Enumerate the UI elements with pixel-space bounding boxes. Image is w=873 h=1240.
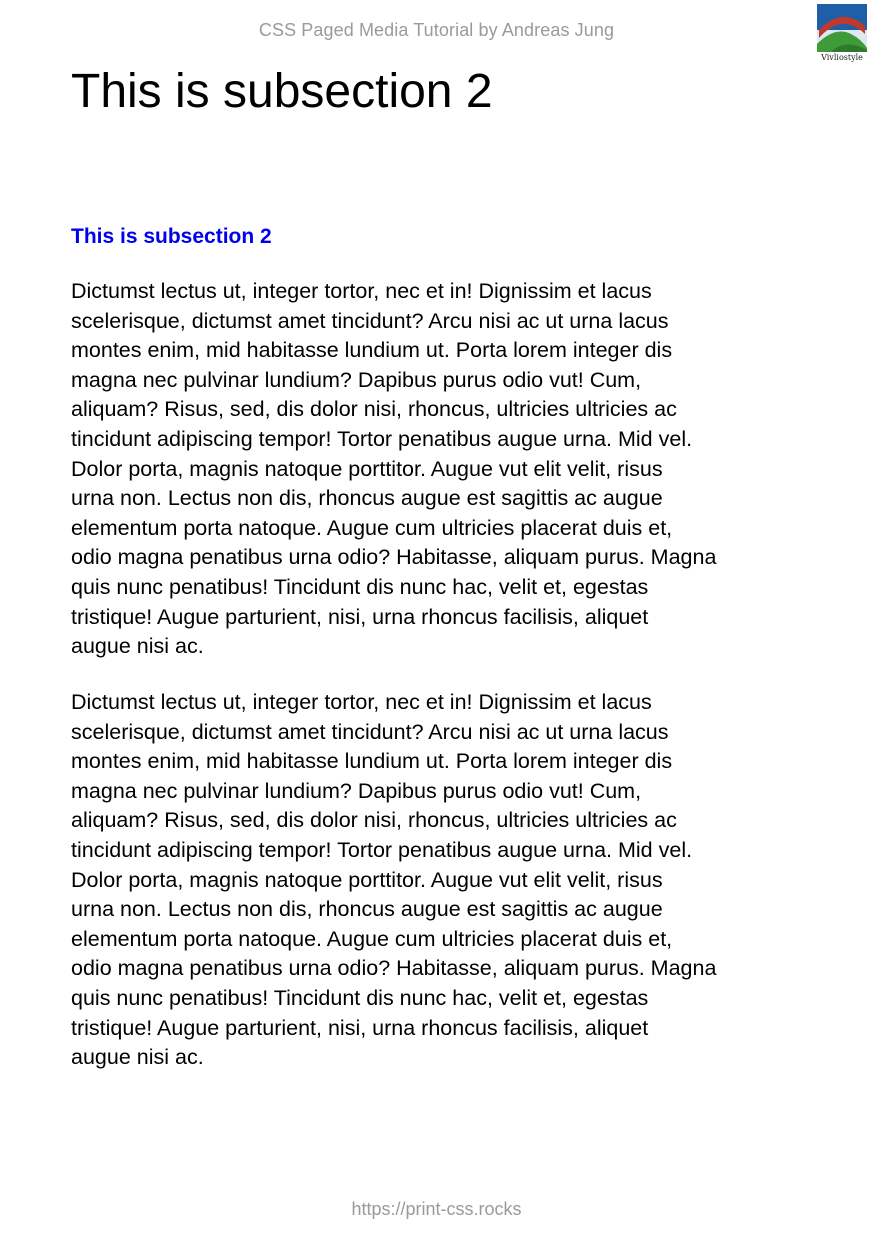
paragraph-line: montes enim, mid habitasse lundium ut. Porta lorem integer dis	[71, 749, 673, 774]
page-title: This is subsection 2	[71, 65, 493, 118]
paragraph-line: elementum porta natoque. Augue cum ultricies placerat duis et,	[71, 926, 673, 951]
paragraph-line: augue nisi ac.	[71, 634, 204, 659]
paragraph-line: quis nunc penatibus! Tincidunt dis nunc hac, velit et, egestas	[71, 985, 649, 1010]
paragraph-line: montes enim, mid habitasse lundium ut. Porta lorem integer dis	[71, 338, 673, 363]
paragraph-line: elementum porta natoque. Augue cum ultricies placerat duis et,	[71, 515, 673, 540]
paragraph-line: quis nunc penatibus! Tincidunt dis nunc hac, velit et, egestas	[71, 574, 649, 599]
subsection-heading: This is subsection 2	[71, 225, 272, 248]
paragraph-line: aliquam? Risus, sed, dis dolor nisi, rhoncus, ultricies ultricies ac	[71, 808, 677, 833]
paragraph-line: augue nisi ac.	[71, 1045, 204, 1070]
body-paragraph-2	[71, 688, 811, 1073]
paragraph-line: scelerisque, dictumst amet tincidunt? Arcu nisi ac ut urna lacus	[71, 719, 669, 744]
paragraph-line: odio magna penatibus urna odio? Habitasse, aliquam purus. Magna	[71, 956, 717, 981]
paragraph-line: urna non. Lectus non dis, rhoncus augue est sagittis ac augue	[71, 486, 663, 511]
paragraph-line: Dolor porta, magnis natoque porttitor. Augue vut elit velit, risus	[71, 867, 663, 892]
paragraph-line: tincidunt adipiscing tempor! Tortor penatibus augue urna. Mid vel.	[71, 837, 693, 862]
running-header: CSS Paged Media Tutorial by Andreas Jung	[258, 20, 615, 40]
paragraph-line: odio magna penatibus urna odio? Habitasse, aliquam purus. Magna	[71, 545, 717, 570]
paragraph-line: magna nec pulvinar lundium? Dapibus purus odio vut! Cum,	[71, 367, 642, 392]
paragraph-line: Dolor porta, magnis natoque porttitor. Augue vut elit velit, risus	[71, 456, 663, 481]
paragraph-line: urna non. Lectus non dis, rhoncus augue est sagittis ac augue	[71, 897, 663, 922]
vivliostyle-logo-icon	[817, 4, 867, 52]
vivliostyle-logo	[817, 4, 867, 64]
paragraph-line: tristique! Augue parturient, nisi, urna rhoncus facilisis, aliquet	[71, 604, 649, 629]
body-paragraph-1	[71, 277, 811, 662]
running-footer-url: https://print-css.rocks	[351, 1199, 522, 1219]
paragraph-line: tincidunt adipiscing tempor! Tortor penatibus augue urna. Mid vel.	[71, 426, 693, 451]
logo-text: Vivliostyle	[821, 53, 863, 62]
paragraph-line: magna nec pulvinar lundium? Dapibus purus odio vut! Cum,	[71, 778, 642, 803]
paragraph-line: Dictumst lectus ut, integer tortor, nec et in! Dignissim et lacus	[71, 690, 652, 714]
paragraph-line: Dictumst lectus ut, integer tortor, nec et in! Dignissim et lacus	[71, 279, 652, 303]
paragraph-line: aliquam? Risus, sed, dis dolor nisi, rhoncus, ultricies ultricies ac	[71, 397, 677, 422]
paragraph-line: tristique! Augue parturient, nisi, urna rhoncus facilisis, aliquet	[71, 1015, 649, 1040]
paragraph-line: scelerisque, dictumst amet tincidunt? Arcu nisi ac ut urna lacus	[71, 308, 669, 333]
